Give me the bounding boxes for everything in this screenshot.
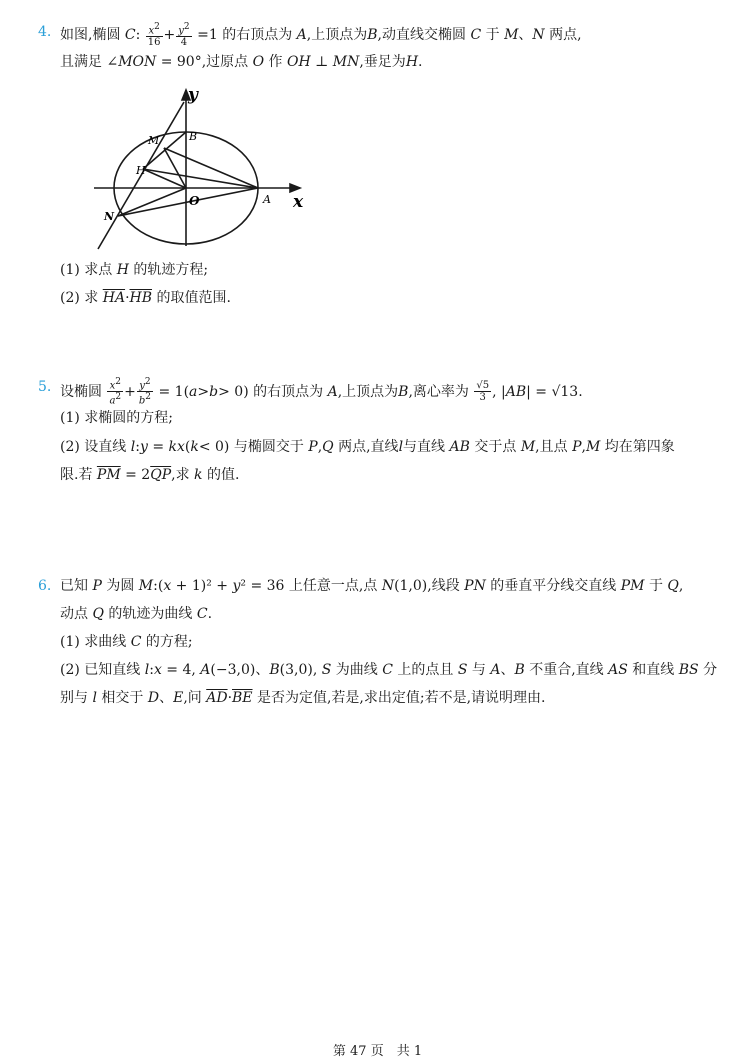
q5-part-2: (2) 设直线 l:y = kx(k< 0) 与椭圆交于 P,Q 两点,直线l与直线 AB 交于点 M,且点 P,M 均在第四象 bbox=[60, 439, 675, 455]
q4-number: 4. bbox=[38, 24, 52, 40]
label-o: O bbox=[189, 194, 200, 208]
q6-part-2-cont: 别与 l 相交于 D、E,问 $\overline{AD}\cdot\overline{BE}$ 是否为定值,若是,求出定值;若不是,请说明理由. bbox=[60, 690, 546, 706]
label-a: A bbox=[263, 193, 271, 206]
label-h: H bbox=[136, 164, 146, 177]
q5-line-1: 设椭圆 $\frac{x^2}{a^2}$ + $\frac{y^2}{b^2}$ = 1(a>b> 0) 的右顶点为 A,上顶点为B,离心率为 $\frac{√5}{3}$ , |AB| = √13. bbox=[60, 377, 583, 407]
segment-na bbox=[118, 188, 258, 216]
page-footer: 第 47 页 共 1 bbox=[332, 1044, 423, 1059]
ellipse-figure bbox=[88, 82, 318, 254]
x-axis-arrow bbox=[290, 184, 300, 192]
q4-line-1: 如图,椭圆 C: $\frac{x^2}{16}$ + $\frac{y^2}{4}$ =1 的右顶点为 A,上顶点为B,动直线交椭圆 C 于 M、N 两点, bbox=[60, 22, 582, 49]
segment-om bbox=[164, 148, 186, 188]
label-y: y bbox=[188, 85, 198, 105]
q6-part-1: (1) 求曲线 C 的方程; bbox=[60, 634, 193, 650]
q5-part-2-cont: 限.若 $\overline{PM} = 2\overline{QP}$,求 k 的值. bbox=[60, 467, 240, 483]
label-x: x bbox=[293, 192, 304, 212]
frac-x2-16: $\frac{x^2}{16}$ bbox=[147, 22, 161, 49]
frac-y2-4: $\frac{y^2}{4}$ bbox=[178, 22, 190, 49]
label-n: N bbox=[104, 210, 115, 223]
q4-part-2: (2) 求 $\overline{HA}\cdot\overline{HB}$ 的取值范围. bbox=[60, 290, 231, 306]
segment-ha bbox=[143, 169, 258, 188]
frac-y2-b2: $\frac{y^2}{b^2}$ bbox=[138, 377, 152, 407]
q6-line-2: 动点 Q 的轨迹为曲线 C. bbox=[60, 606, 213, 622]
q6-line-1: 已知 P 为圆 M:(x + 1)² + y² = 36 上任意一点,点 N(1,0),线段 PN 的垂直平分线交直线 PM 于 Q, bbox=[60, 578, 684, 594]
q6-part-2: (2) 已知直线 l:x = 4, A(−3,0)、B(3,0), S 为曲线 C 上的点且 S 与 A、B 不重合,直线 AS 和直线 BS 分 bbox=[60, 662, 718, 678]
q4-line-2: 且满足 ∠MON = 90°,过原点 O 作 OH ⊥ MN,垂足为H. bbox=[60, 54, 423, 70]
label-m: M bbox=[148, 134, 160, 147]
frac-x2-a2: $\frac{x^2}{a^2}$ bbox=[109, 377, 122, 407]
q6-number: 6. bbox=[38, 578, 52, 594]
segment-on bbox=[118, 188, 186, 216]
label-b: B bbox=[189, 130, 198, 143]
q5-part-1: (1) 求椭圆的方程; bbox=[60, 410, 173, 426]
q5-number: 5. bbox=[38, 379, 52, 395]
frac-sqrt5-3: $\frac{√5}{3}$ bbox=[476, 380, 490, 404]
q4-part-1: (1) 求点 H 的轨迹方程; bbox=[60, 262, 209, 278]
